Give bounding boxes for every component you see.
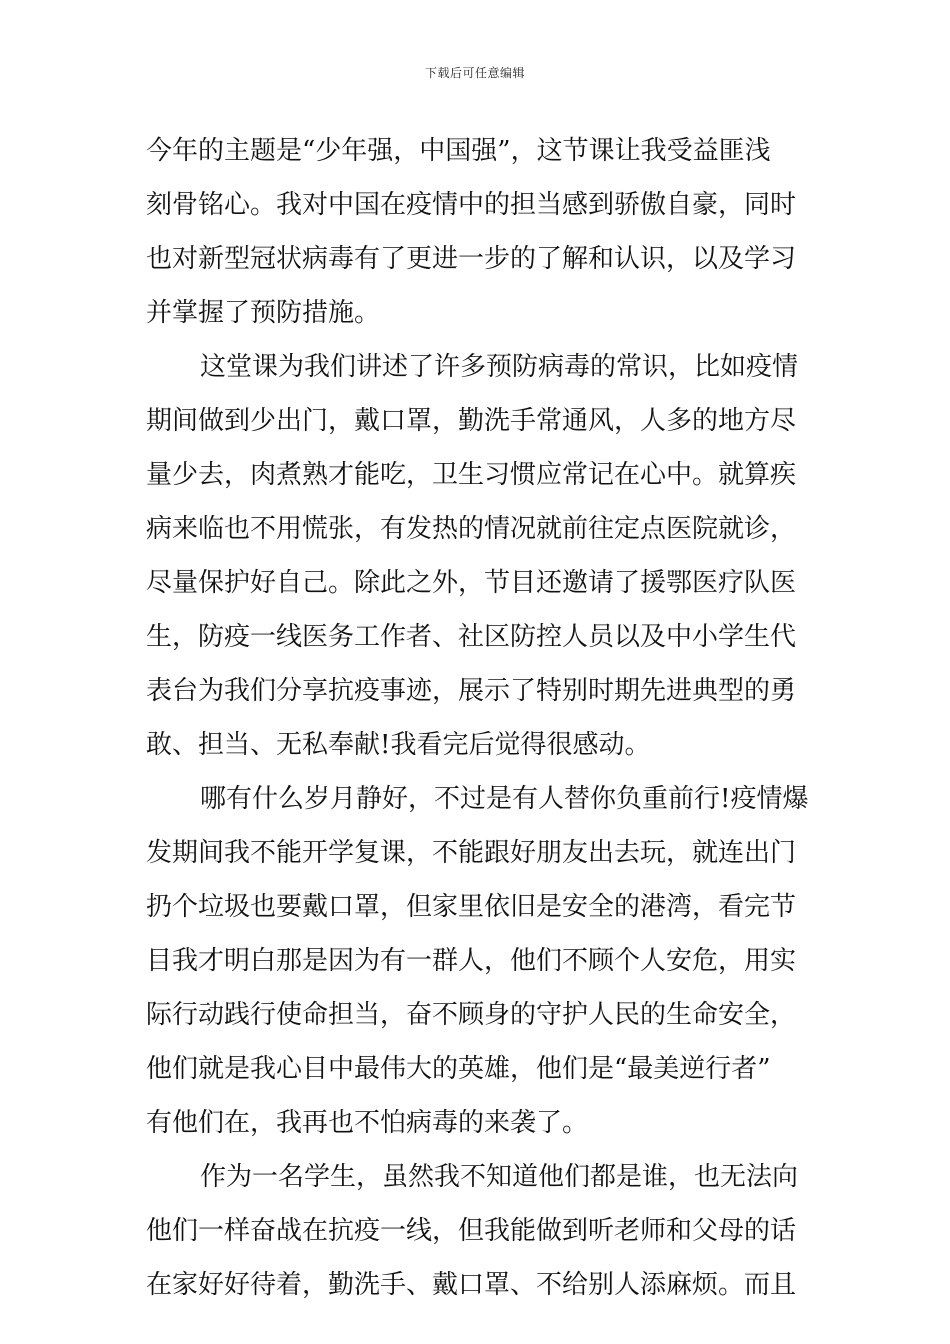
text-line: 在家好好待着，勤洗手、戴口罩、不给别人添麻烦。而且 xyxy=(146,1270,797,1300)
text-line: 有他们在，我再也不怕病毒的来袭了。 xyxy=(146,1108,589,1138)
text-line: 扔个垃圾也要戴口罩，但家里依旧是安全的港湾，看完节 xyxy=(146,892,797,922)
text-line: 今年的主题是“少年强，中国强”，这节课让我受益匪浅 xyxy=(146,136,771,166)
page-header-note: 下载后可任意编辑 xyxy=(424,66,525,80)
text-line: 尽量保护好自己。除此之外，节目还邀请了援鄂医疗队医 xyxy=(146,568,797,598)
text-line: 作为一名学生，虽然我不知道他们都是谁，也无法向 xyxy=(200,1162,799,1192)
text-line: 发期间我不能开学复课，不能跟好朋友出去玩，就连出门 xyxy=(146,838,797,868)
text-line: 也对新型冠状病毒有了更进一步的了解和认识，以及学习 xyxy=(146,244,797,274)
text-line: 他们一样奋战在抗疫一线，但我能做到听老师和父母的话 xyxy=(146,1216,797,1246)
document-body xyxy=(146,124,810,1312)
text-line: 病来临也不用慌张，有发热的情况就前往定点医院就诊， xyxy=(146,514,797,544)
text-line: 哪有什么岁月静好，不过是有人替你负重前行!疫情爆 xyxy=(200,784,809,814)
text-line: 期间做到少出门，戴口罩，勤洗手常通风，人多的地方尽 xyxy=(146,406,797,436)
text-line: 他们就是我心目中最伟大的英雄，他们是“最美逆行者” xyxy=(146,1054,771,1084)
text-line: 目我才明白那是因为有一群人，他们不顾个人安危，用实 xyxy=(146,946,797,976)
text-line: 际行动践行使命担当，奋不顾身的守护人民的生命安全， xyxy=(146,1000,797,1030)
text-line: 生，防疫一线医务工作者、社区防控人员以及中小学生代 xyxy=(146,622,797,652)
text-line: 这堂课为我们讲述了许多预防病毒的常识，比如疫情 xyxy=(200,352,799,382)
text-line: 并掌握了预防措施。 xyxy=(146,298,381,328)
text-line: 刻骨铭心。我对中国在疫情中的担当感到骄傲自豪，同时 xyxy=(146,190,797,220)
text-line: 敢、担当、无私奉献!我看完后觉得很感动。 xyxy=(146,730,651,760)
text-line: 表台为我们分享抗疫事迹，展示了特别时期先进典型的勇 xyxy=(146,676,797,706)
text-line: 量少去，肉煮熟才能吃，卫生习惯应常记在心中。就算疾 xyxy=(146,460,797,490)
